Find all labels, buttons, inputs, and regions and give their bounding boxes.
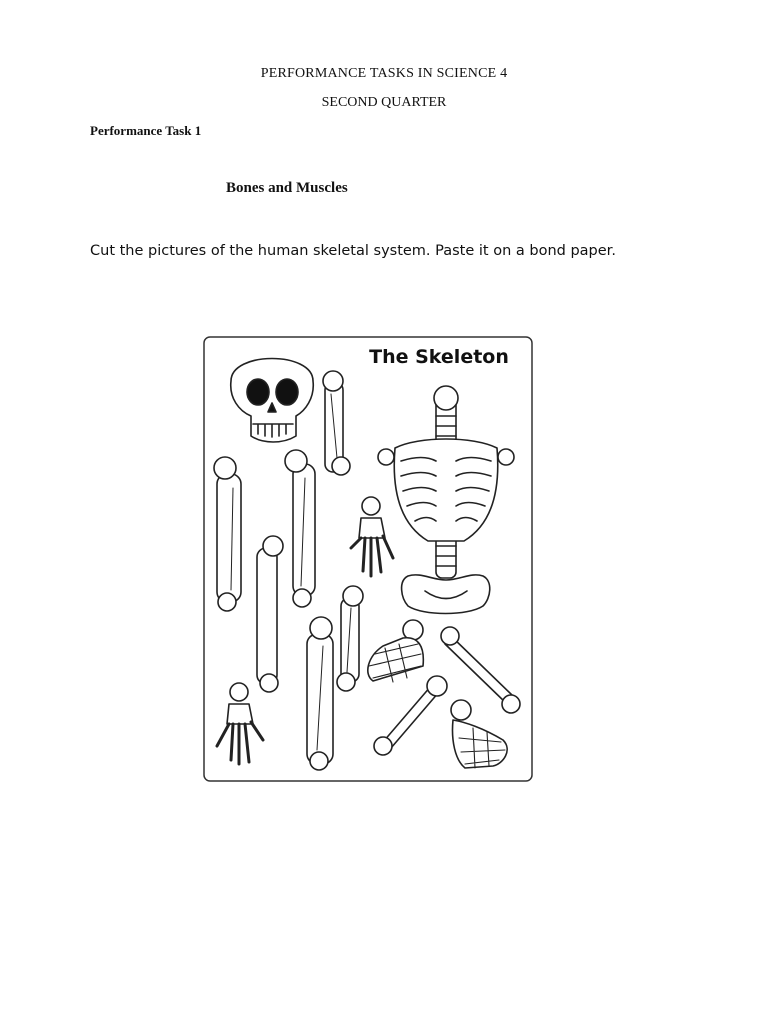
- document-title: PERFORMANCE TASKS IN SCIENCE 4: [260, 66, 508, 81]
- quarter-label: SECOND QUARTER: [321, 95, 447, 110]
- tibia-lower-piece: [307, 617, 333, 770]
- task-label: Performance Task 1: [90, 123, 202, 138]
- instruction-text: Cut the pictures of the human skeletal system. Paste it on a bond paper.: [90, 243, 616, 259]
- worksheet-title: The Skeleton: [369, 346, 509, 368]
- femur-left-piece: [214, 457, 241, 611]
- skeleton-worksheet-illustration: [203, 336, 533, 782]
- section-heading: Bones and Muscles: [226, 180, 348, 196]
